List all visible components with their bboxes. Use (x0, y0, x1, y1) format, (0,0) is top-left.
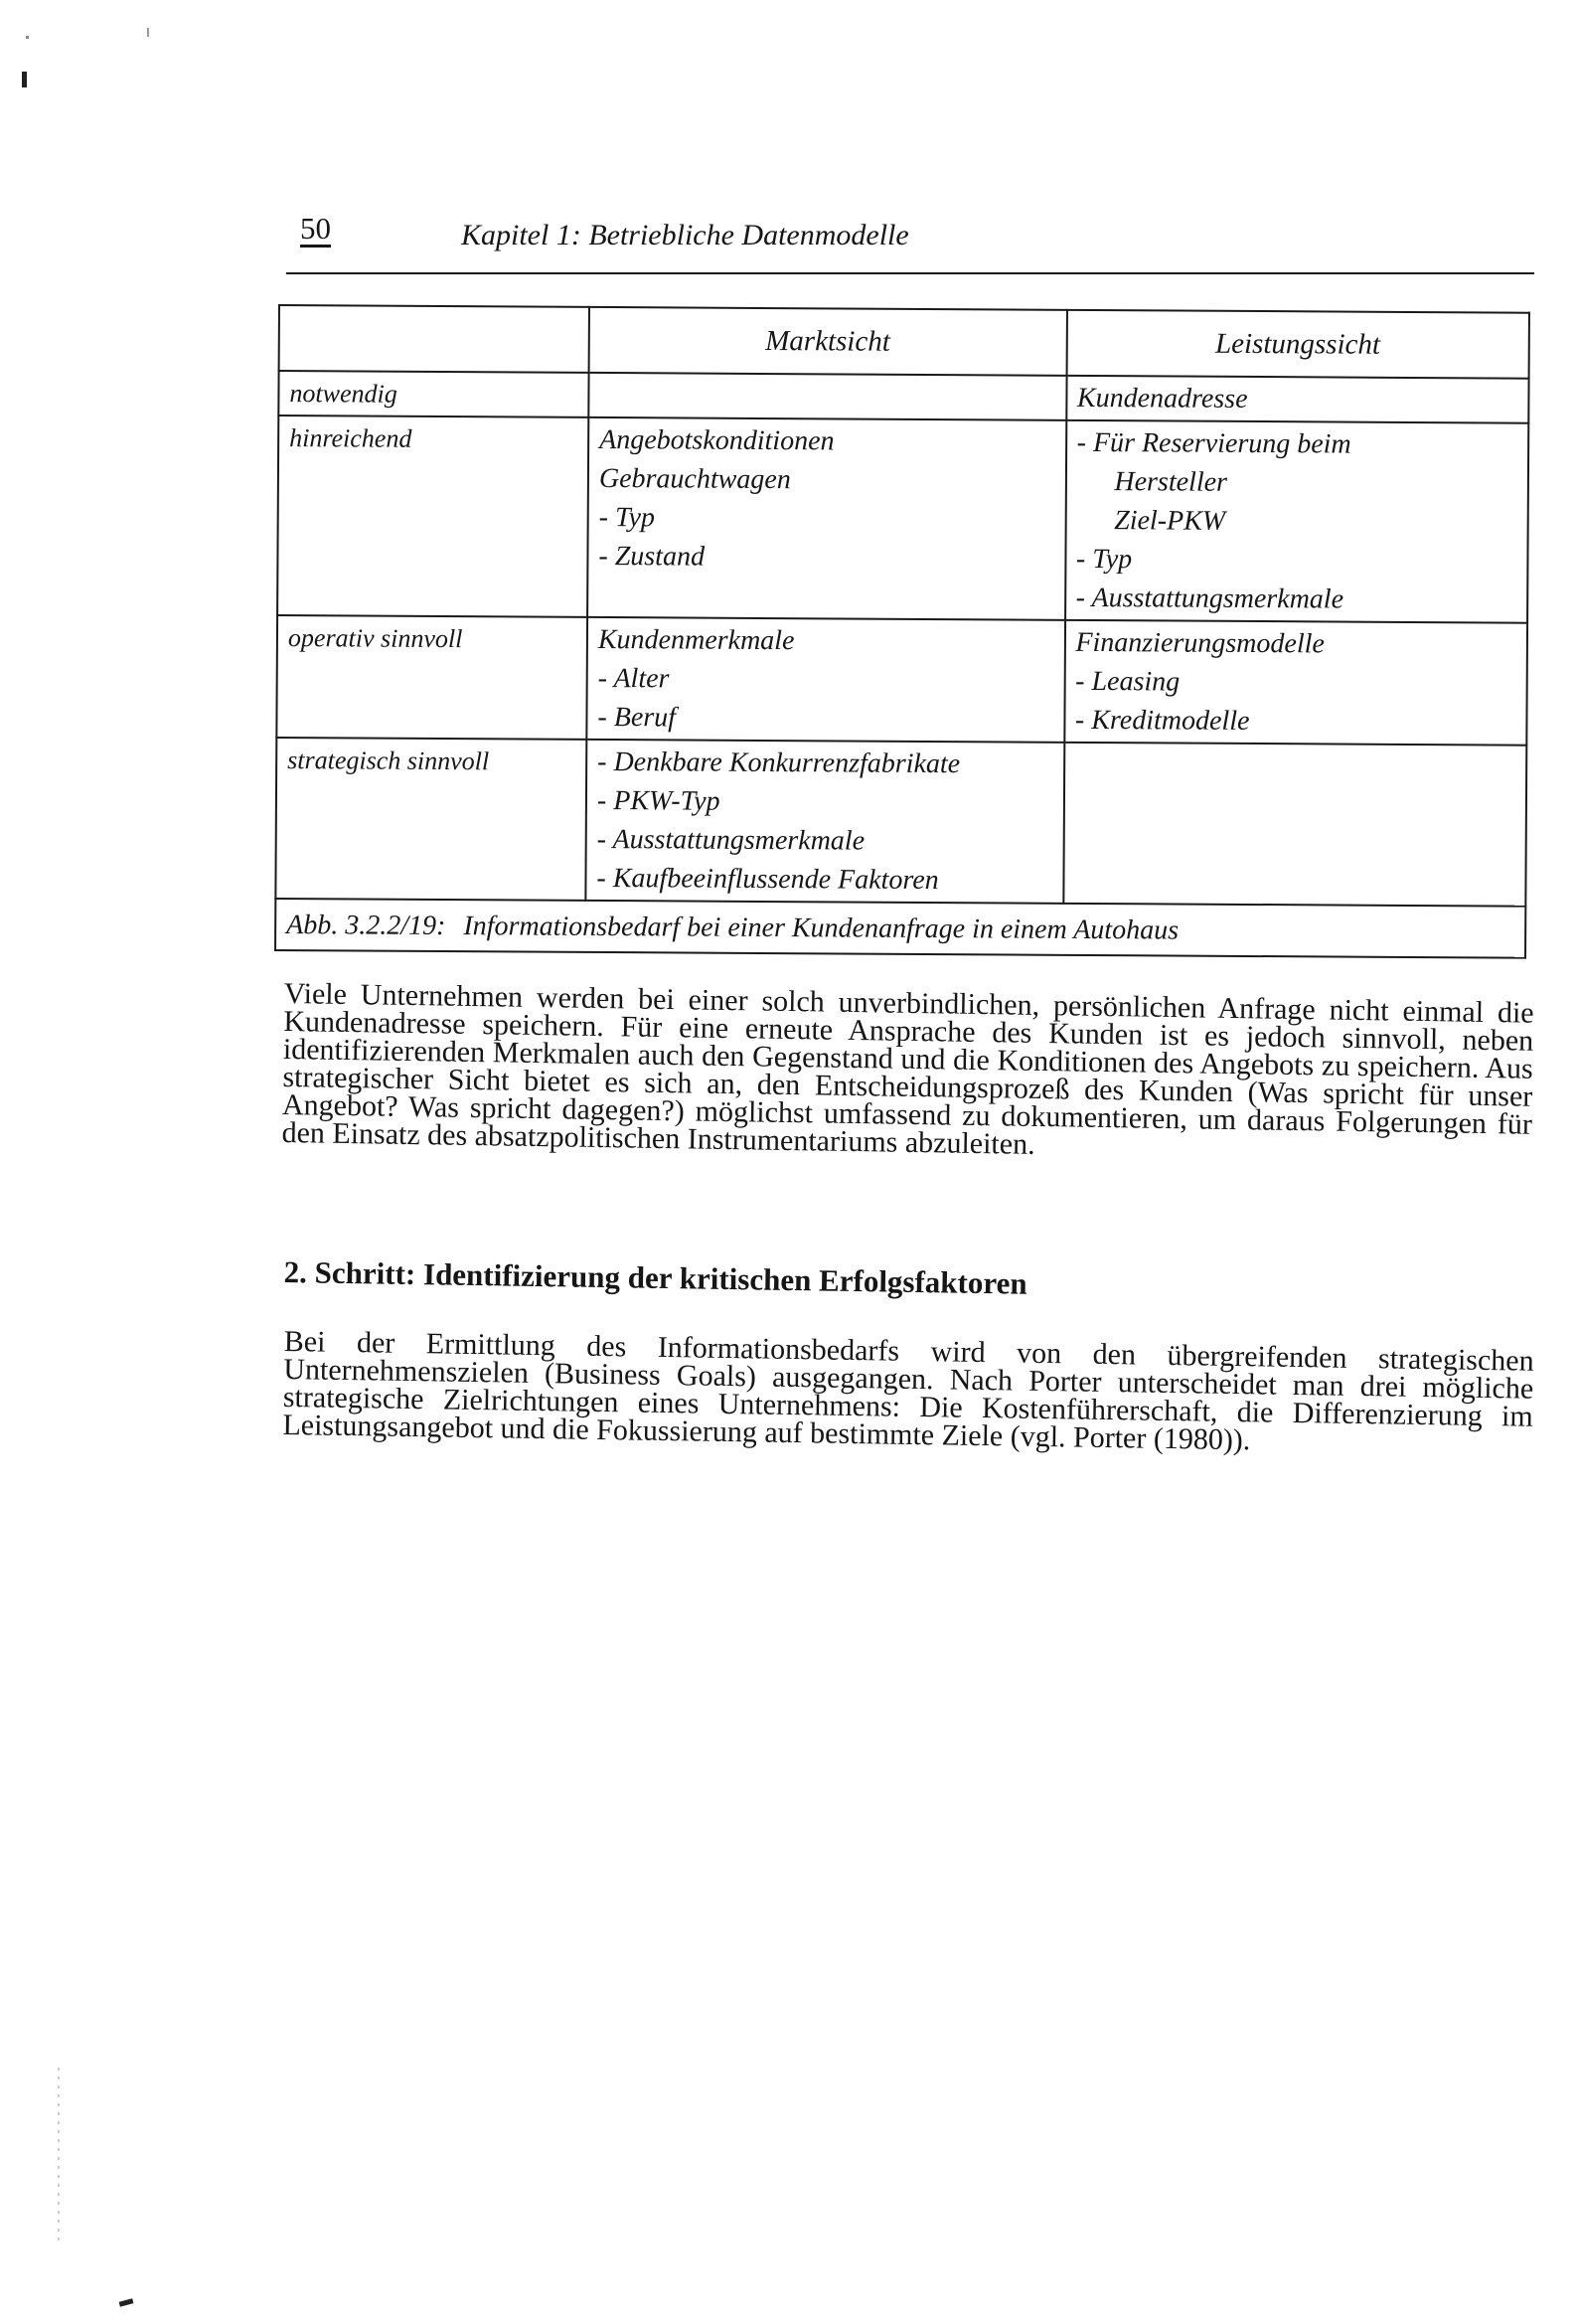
cell-line: - Ausstattungsmerkmale (596, 823, 866, 857)
service-cell (1066, 376, 1529, 423)
cell-line: - Für Reservierung beim (1076, 426, 1351, 460)
cell-line: - Zustand (598, 540, 706, 573)
table-row-notwendig (278, 371, 1528, 423)
cell-line: - Alter (597, 662, 670, 695)
row-label: hinreichend (277, 415, 588, 617)
section-heading: 2. Schritt: Identifizierung der kritischen Erfolgsfaktoren (283, 1254, 1027, 1301)
table-caption-row (275, 899, 1525, 958)
caption-text: Informationsbedarf bei einer Kundenanfrage in einem Autohaus (463, 910, 1180, 946)
scan-speck (147, 28, 149, 37)
row-label: strategisch sinnvoll (275, 738, 586, 901)
header-market-view: Marktsicht (589, 307, 1067, 376)
cell-line: - Ausstattungsmerkmale (1075, 581, 1344, 615)
table-row-strategisch-sinnvoll (275, 738, 1526, 907)
table-row-hinreichend (277, 415, 1528, 623)
cell-line: Hersteller (1114, 466, 1228, 498)
cell-line: - Denkbare Konkurrenzfabrikate (597, 746, 961, 780)
service-cell (1065, 420, 1529, 623)
service-cell (1063, 743, 1526, 907)
cell-line: - PKW-Typ (596, 784, 720, 817)
cell-line: Angebotskonditionen (599, 423, 835, 457)
scan-speck (119, 2298, 134, 2306)
cell-line: Gebrauchtwagen (598, 462, 791, 496)
cell-line: - Typ (598, 501, 656, 534)
information-needs-table (274, 304, 1530, 959)
market-cell (587, 417, 1066, 620)
cell-line: Ziel-PKW (1114, 505, 1226, 537)
cell-line: - Kaufbeeinflussende Faktoren (596, 862, 939, 897)
cell-line: - Kreditmodelle (1074, 704, 1250, 737)
header-service-view: Leistungssicht (1066, 310, 1529, 379)
figure-caption (275, 899, 1525, 958)
caption-label: Abb. 3.2.2/19: (286, 909, 446, 941)
cell-line: - Beruf (597, 701, 677, 734)
table-header-row (279, 305, 1529, 379)
body-paragraph-1: Viele Unternehmen werden bei einer solch unverbindlichen, persönlichen Anfrage nicht einmal die Kundenadresse speichern. Für eine erneute Ansprache des Kunden ist es jedoch sinnvoll, neben identifizierenden Merkmalen auch den Gegenstand und die Konditionen des Angebots zu speichern. Aus strategischer Sicht bietet es sich an, den Entscheidungsprozeß des Kunden (Was spricht für unser Angebot? Was spricht dagegen?) möglichst umfassend zu dokumentieren, um daraus Folgerungen für den Einsatz des absatzpolitischen Instrumentariums abzuleiten. (281, 977, 1534, 1161)
page-number: 50 (300, 211, 331, 246)
scan-speck (22, 72, 27, 87)
scan-speck (58, 2068, 60, 2246)
market-cell (588, 373, 1066, 420)
row-label: notwendig (278, 371, 588, 417)
cell-line: - Leasing (1075, 665, 1181, 698)
row-label: operativ sinnvoll (276, 615, 587, 740)
cell-line: Kundenmerkmale (597, 623, 795, 657)
service-cell (1064, 620, 1527, 746)
body-paragraph-2: Bei der Ermittlung des Informationsbedarfs wird von den übergreifenden strategischen Unternehmenszielen (Business Goals) ausgegangen. Nach Porter unterscheidet man drei mögliche strategische Zielrichtungen eines Unternehmens: Die Kostenführerschaft, die Differenzierung im Leistungsangebot und die Fokussierung auf bestimmte Ziele (vgl. Porter (1980)). (282, 1325, 1534, 1457)
scan-speck (26, 36, 29, 39)
running-header (286, 211, 1534, 274)
market-cell (585, 740, 1064, 904)
cell-line: - Typ (1075, 543, 1133, 576)
cell-line: Finanzierungsmodelle (1075, 626, 1325, 660)
cell-line: Kundenadresse (1076, 382, 1248, 415)
table-row-operativ-sinnvoll (276, 615, 1527, 746)
market-cell (586, 617, 1064, 743)
chapter-title: Kapitel 1: Betriebliche Datenmodelle (461, 219, 909, 251)
header-empty-cell (279, 305, 589, 373)
